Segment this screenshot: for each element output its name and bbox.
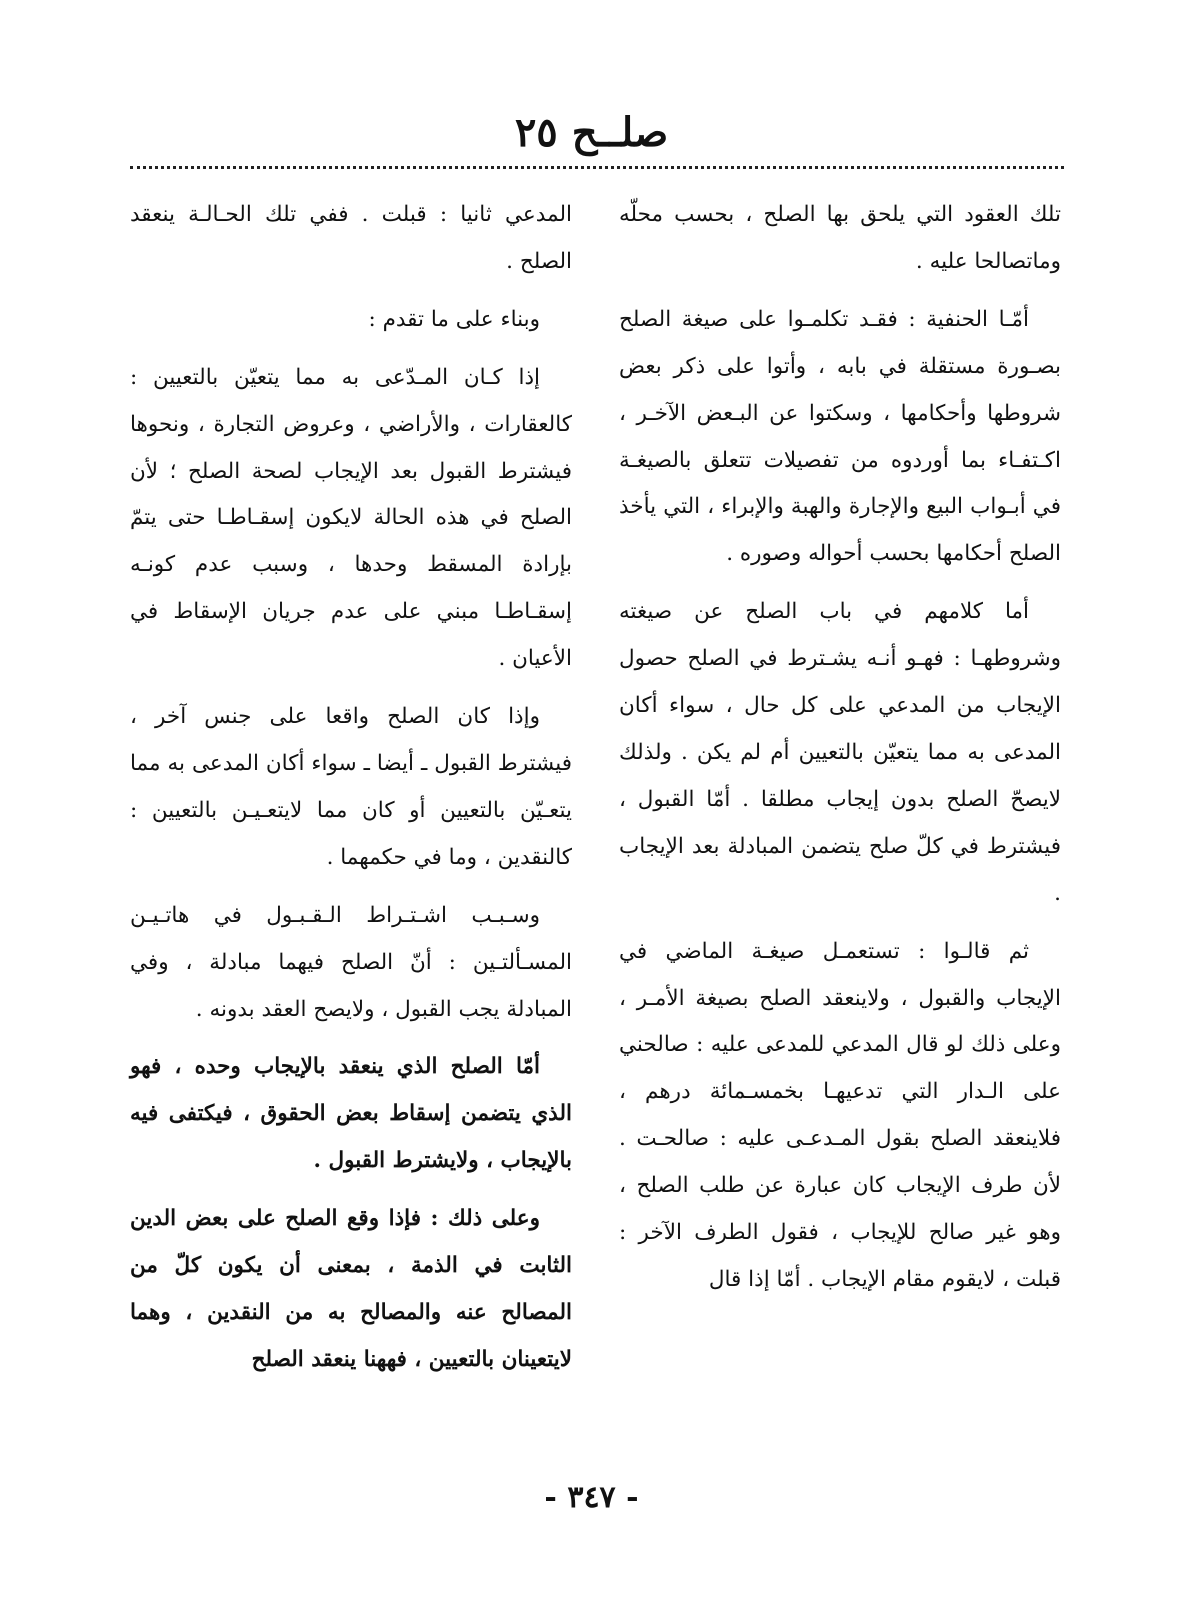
dotted-separator xyxy=(130,166,1064,169)
running-title: صلــح ٢٥ xyxy=(514,109,669,156)
paragraph: وبناء على ما تقدم : xyxy=(368,306,540,332)
paragraph: المدعي ثانيا : قبلت . ففي تلك الحـالـة ينعقد الصلح . xyxy=(130,202,572,274)
bold-paragraph: وعلى ذلك : فإذا وقع الصلح على بعض الدين الثابت في الذمة ، بمعنى أن يكون كلّ من المصالح عنه والمصالح به من النقدين ، وهما لايتعينان بالتعيين ، فههنا ينعقد الصلح xyxy=(130,1206,572,1372)
paragraph: إذا كـان المـدّعى به مما يتعيّن بالتعيين : كالعقارات ، والأراضي ، وعروض التجارة ، ونحوها فيشترط القبول بعد الإيجاب لصحة الصلح ؛ لأن الصلح في هذه الحالة لايكون إسقـاطـا حتى يتمّ بإرادة المسقط وحدها ، وسبب عدم كونـه إسقـاطـا مبني على عدم جريان الإسقاط في الأعيان . xyxy=(130,364,572,672)
paragraph: ثم قالـوا : تستعمـل صيغـة الماضي في الإيجاب والقبول ، ولاينعقد الصلح بصيغة الأمـر ، وعلى ذلك لو قال المدعي للمدعى عليه : صالحني على الـدار التي تدعيهـا بخمسـمائة درهم ، فلاينعقد الصلح بقول المـدعـى عليه : صالحـت . لأن طرف الإيجاب كان عبارة عن طلب الصلح ، وهو غير صالح للإيجاب ، فقول الطرف الآخر : قبلت ، لايقوم مقام الإيجاب . أمّا إذا قال xyxy=(619,938,1061,1292)
bold-paragraph: أمّا الصلح الذي ينعقد بالإيجاب وحده ، فهو الذي يتضمن إسقاط بعض الحقوق ، فيكتفى فيه بالإيجاب ، ولايشترط القبول . xyxy=(130,1054,572,1174)
right-text-column xyxy=(619,192,1061,1315)
paragraph: وإذا كان الصلح واقعا على جنس آخر ، فيشترط القبول ـ أيضا ـ سواء أكان المدعى به مما يتعـيّن بالتعيين أو كان مما لايتعـيـن بالتعيين : كالنقدين ، وما في حكمهما . xyxy=(130,704,572,870)
left-text-column xyxy=(130,192,572,1395)
paragraph: أما كلامهم في باب الصلح عن صيغته وشروطهـا : فهـو أنـه يشـترط في الصلح حصول الإيجاب من المدعي على كل حال ، سواء أكان المدعى به مما يتعيّن بالتعيين أم لم يكن . ولذلك لايصحّ الصلح بدون إيجاب مطلقا . أمّا القبول ، فيشترط في كلّ صلح يتضمن المبادلة بعد الإيجاب . xyxy=(619,599,1061,906)
paragraph: أمّـا الحنفية : فقـد تكلمـوا على صيغة الصلح بصـورة مستقلة في بابه ، وأتوا على ذكر بعض شروطها وأحكامها ، وسكتوا عن البـعض الآخـر ، اكـتفـاء بما أوردوه من تفصيلات تتعلق بالصيغـة في أبـواب البيع والإجارة والهبة والإبراء ، التي يأخذ الصلح أحكامها بحسب أحواله وصوره . xyxy=(619,306,1061,567)
paragraph: وسـبـب اشـتـراط الـقـبـول في هاتـيـن المسـألتـين : أنّ الصلح فيهما مبادلة ، وفي المبادلة يجب القبول ، ولايصح العقد بدونه . xyxy=(130,902,572,1022)
paragraph: تلك العقود التي يلحق بها الصلح ، بحسب محلّه وماتصالحا عليه . xyxy=(619,202,1061,274)
page-number: - ٣٤٧ - xyxy=(544,1480,639,1515)
